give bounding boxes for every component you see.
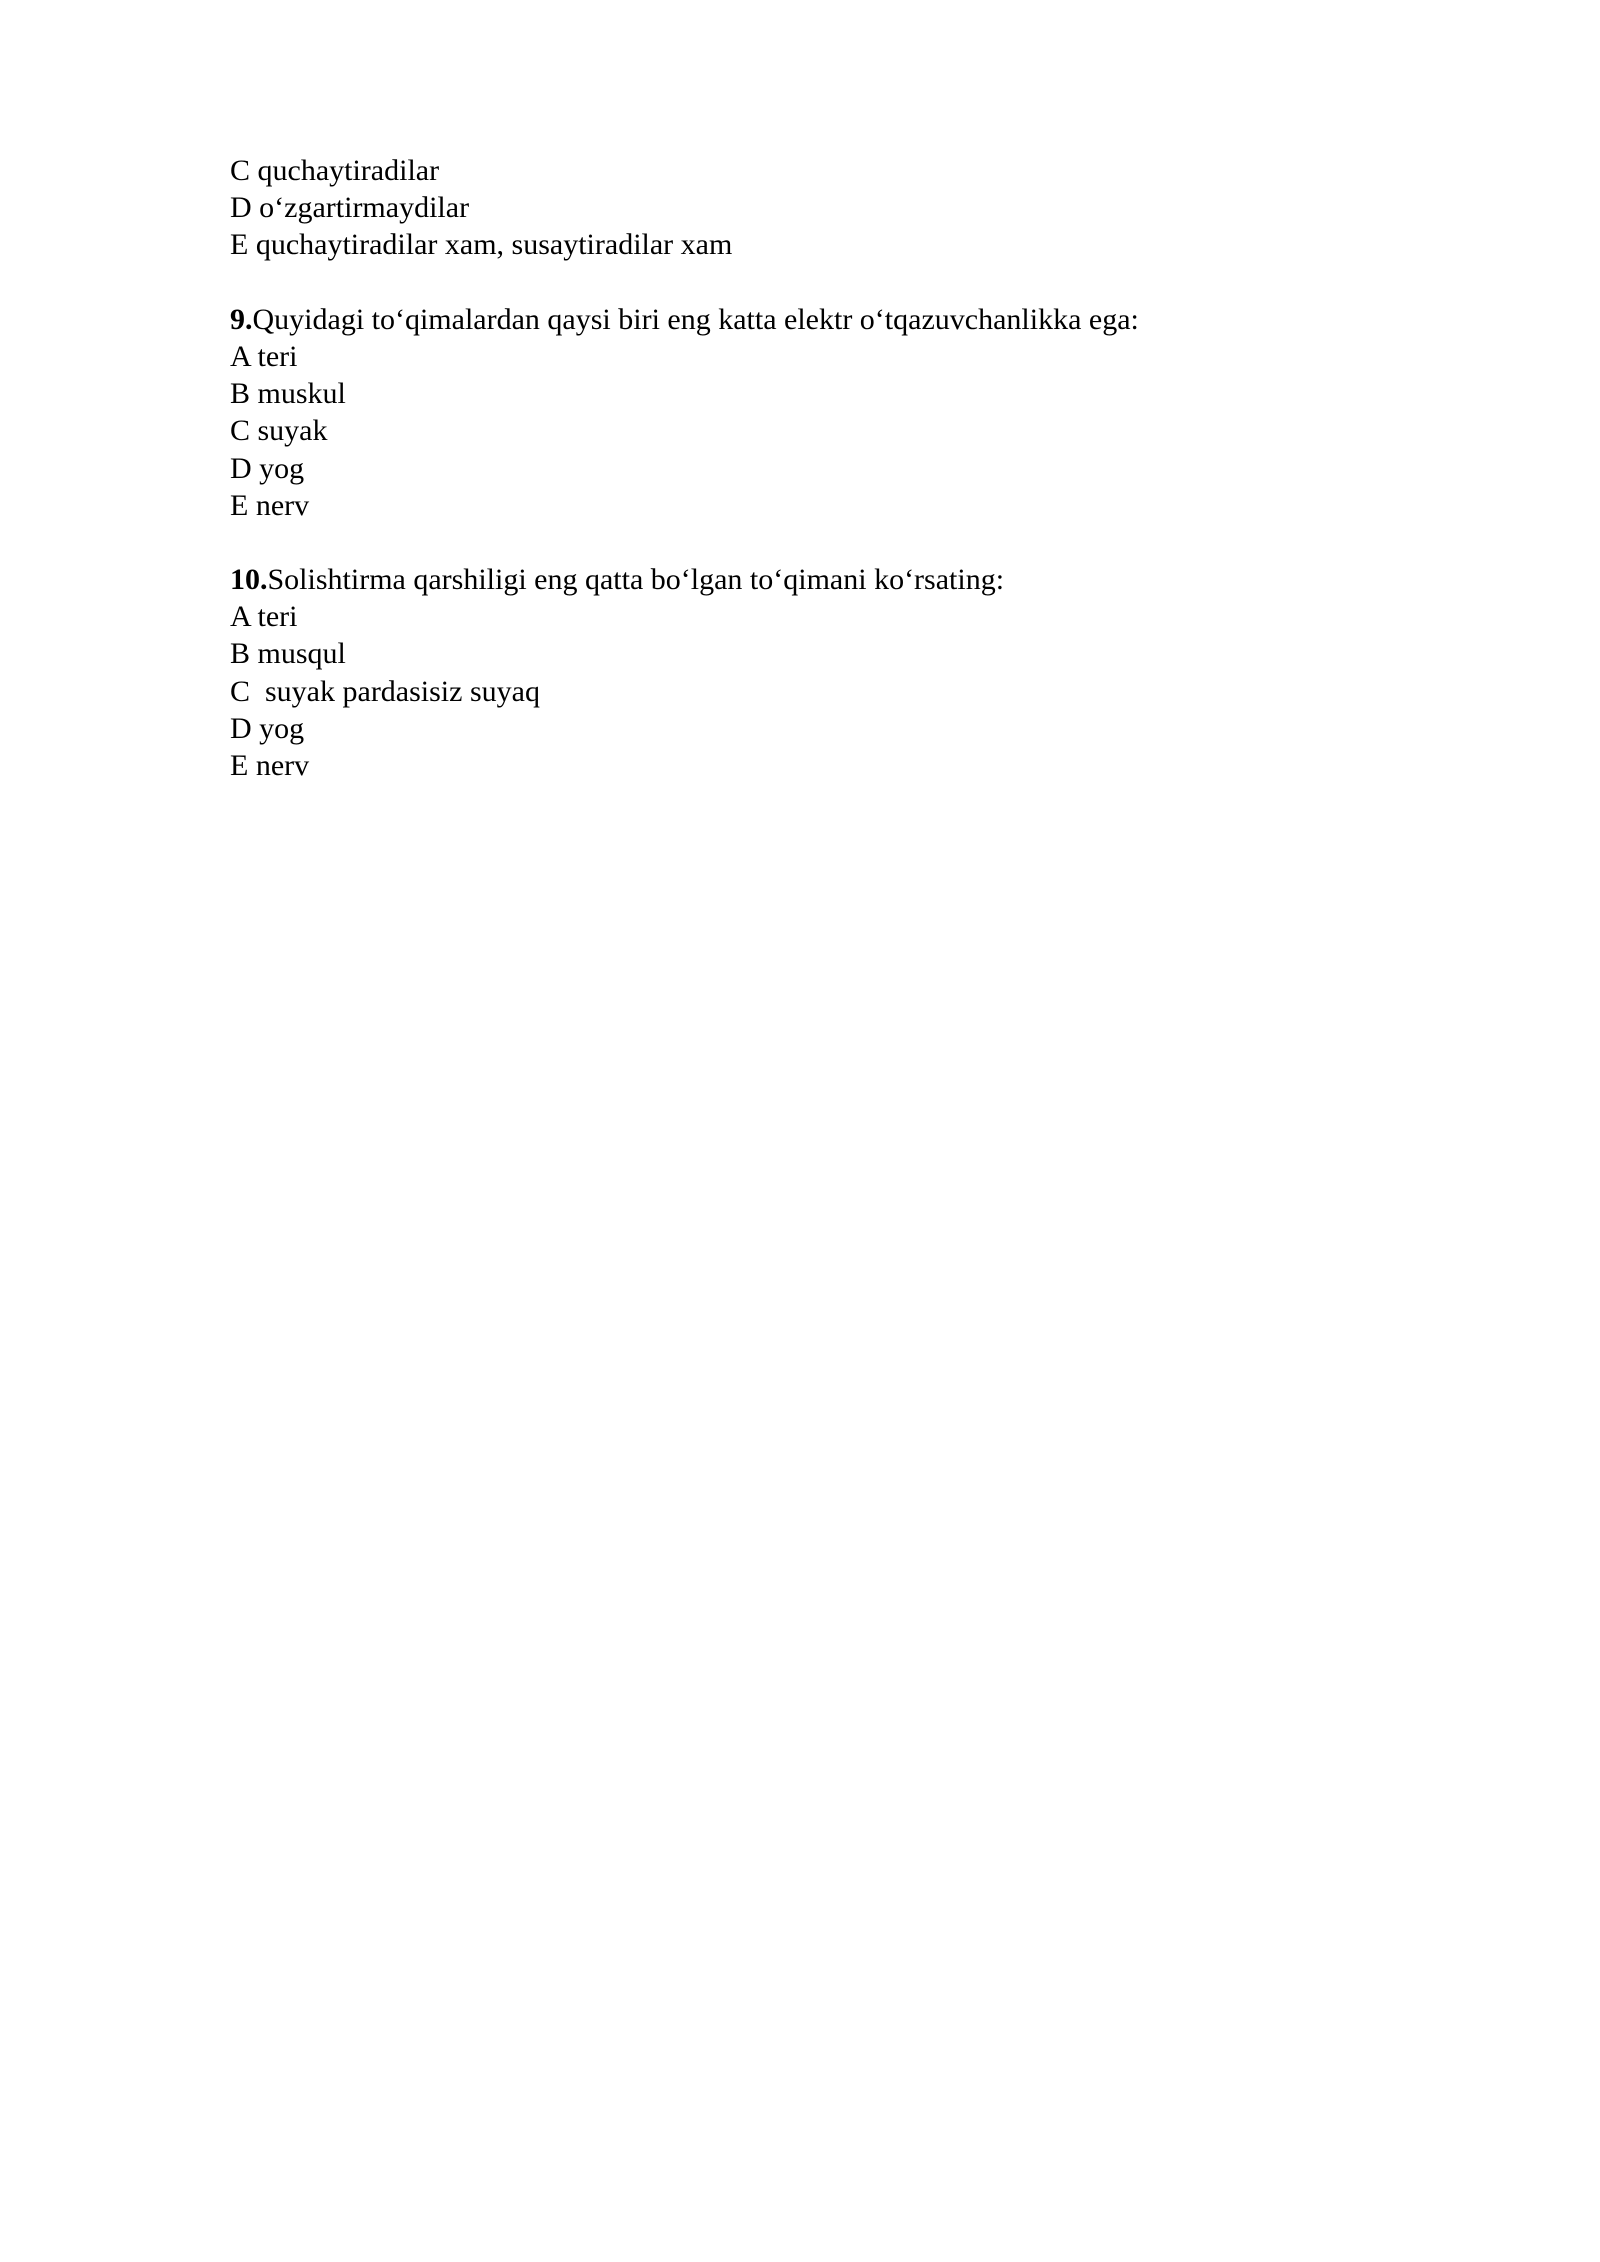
answer-option: C suyak	[230, 414, 328, 448]
answer-option: D o‘zgartirmaydilar	[230, 191, 470, 225]
answer-option: A teri	[230, 600, 298, 634]
question-number: 10.	[230, 563, 268, 597]
question-line	[230, 561, 1410, 598]
spacer	[230, 524, 1410, 561]
answer-option: C quchaytiradilar	[230, 154, 440, 187]
answer-option: B musqul	[230, 637, 346, 671]
answer-option: E nerv	[230, 488, 310, 522]
question-text: Solishtirma qarshiligi eng qatta bo‘lgan to‘qimani ko‘rsating:	[267, 563, 1005, 597]
question-text: Quyidagi to‘qimalardan qaysi biri eng katta elektr o‘tqazuvchanlikka ega:	[252, 302, 1139, 336]
spacer	[230, 264, 1410, 301]
question-line	[230, 301, 1410, 338]
previous-question-options	[230, 152, 1410, 264]
answer-option: B muskul	[230, 377, 346, 411]
answer-option: A teri	[230, 339, 298, 373]
answer-option: C suyak pardasisiz suyaq	[230, 674, 540, 708]
question-9	[230, 301, 1410, 524]
answer-option: E quchaytiradilar xam, susaytiradilar xam	[230, 228, 733, 262]
question-number: 9.	[230, 302, 253, 336]
page-content	[230, 152, 1410, 784]
answer-option: D yog	[230, 711, 305, 745]
answer-option: D yog	[230, 451, 305, 485]
question-10	[230, 561, 1410, 784]
answer-option: E nerv	[230, 749, 310, 782]
